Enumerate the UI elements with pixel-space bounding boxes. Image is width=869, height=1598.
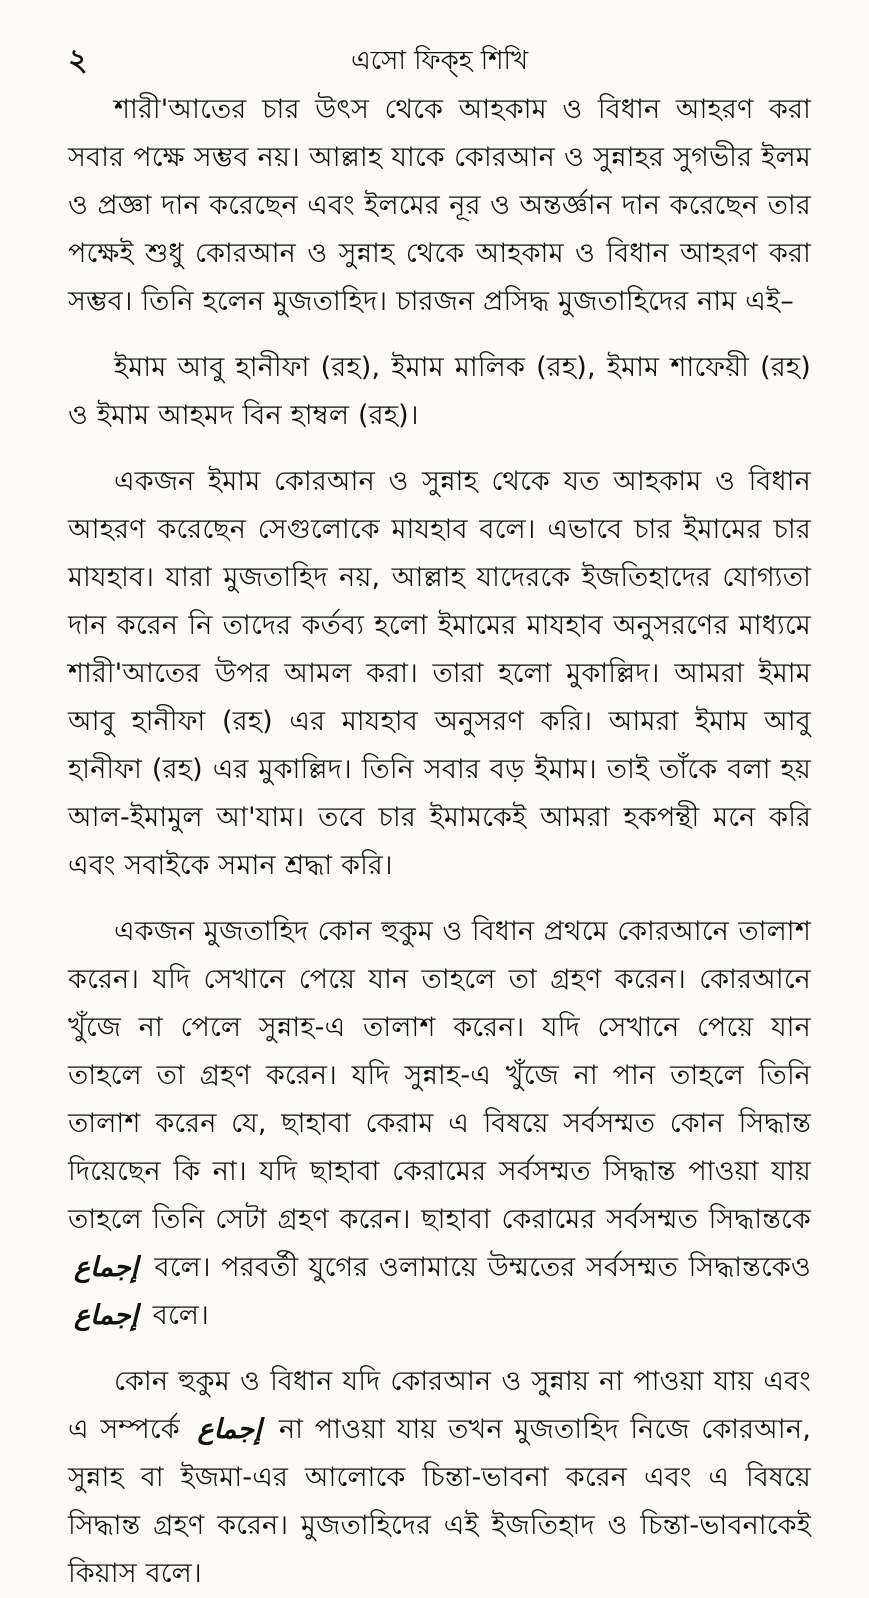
paragraph-4-text-a: একজন মুজতাহিদ কোন হুকুম ও বিধান প্রথমে কোরআনে তালাশ করেন। যদি সেখানে পেয়ে যান তাহলে তা গ্রহণ করেন। কোরআনে খুঁজে না পেলে সুন্নাহ-এ তালাশ করেন। যদি সেখানে পেয়ে যান তাহলে তা গ্রহণ করেন। যদি সুন্নাহ-এ খুঁজে না পান তাহলে তিনি তালাশ করেন যে, ছাহাবা কেরাম এ বিষয়ে সর্বসম্মত কোন সিদ্ধান্ত দিয়েছেন কি না। যদি ছাহাবা কেরামের সর্বসম্মত সিদ্ধান্ত পাওয়া যায় তাহলে তিনি সেটা গ্রহণ করেন। ছাহাবা কেরামের সর্বসম্মত সিদ্ধান্তকে	[68, 916, 811, 1235]
page-number: ২	[68, 43, 88, 78]
paragraph-3-madhhab: একজন ইমাম কোরআন ও সুন্নাহ থেকে যত আহকাম ও বিধান আহরণ করেছেন সেগুলোকে মাযহাব বলে। এভাবে চার ইমামের চার মাযহাব। যারা মুজতাহিদ নয়, আল্লাহ যাদেরকে ইজতিহাদের যোগ্যতা দান করেন নি তাদের কর্তব্য হলো ইমামের মাযহাব অনুসরণের মাধ্যমে শারী'আতের উপর আমল করা। তারা হলো মুকাল্লিদ। আমরা ইমাম আবু হানীফা (রহ) এর মাযহাব অনুসরণ করি। আমরা ইমাম আবু হানীফা (রহ) এর মুকাল্লিদ। তিনি সবার বড় ইমাম। তাই তাঁকে বলা হয় আল-ইমামুল আ'যাম। তবে চার ইমামকেই আমরা হকপন্থী মনে করি এবং সবাইকে সমান শ্রদ্ধা করি।	[68, 466, 811, 881]
arabic-ijma-term: إجماع	[74, 1252, 139, 1283]
paragraph-5-text-b: না পাওয়া যায় তখন মুজতাহিদ নিজে কোরআন, সুন্নাহ বা ইজমা-এর আলোকে চিন্তা-ভাবনা করেন এবং এ বিষয়ে সিদ্ধান্ত গ্রহণ করেন। মুজতাহিদের এই ইজতিহাদ ও চিন্তা-ভাবনাকেই কিয়াস বলে।	[68, 1414, 811, 1589]
paragraph-4-ijma	[68, 908, 811, 1340]
paragraph-5-qiyas	[68, 1358, 811, 1598]
arabic-ijma-term: إجماع	[74, 1300, 139, 1331]
page-title: এসো ফিক্হ শিখি	[350, 46, 529, 76]
paragraph-4-text-c: বলে।	[152, 1300, 209, 1331]
paragraph-2-imams: ইমাম আবু হানীফা (রহ), ইমাম মালিক (রহ), ইমাম শাফেয়ী (রহ) ও ইমাম আহমদ বিন হাম্বল (রহ)।	[68, 352, 811, 431]
paragraph-4-text-b: বলে। পরবর্তী যুগের ওলামায়ে উম্মতের সর্বসম্মত সিদ্ধান্তকেও	[154, 1252, 811, 1283]
page-header	[68, 36, 811, 86]
arabic-ijma-term: إجماع	[197, 1414, 262, 1445]
paragraph-5-text-a: কোন হুকুম ও বিধান যদি কোরআন ও সুন্নায় না পাওয়া যায় এবং এ সম্পর্কে	[68, 1366, 811, 1445]
paragraph-1: শারী'আতের চার উৎস থেকে আহকাম ও বিধান আহরণ করা সবার পক্ষে সম্ভব নয়। আল্লাহ যাকে কোরআন ও সুন্নাহর সুগভীর ইলম ও প্রজ্ঞা দান করেছেন এবং ইলমের নূর ও অন্তর্জ্ঞান দান করেছেন তার পক্ষেই শুধু কোরআন ও সুন্নাহ থেকে আহকাম ও বিধান আহরণ করা সম্ভব। তিনি হলেন মুজতাহিদ। চারজন প্রসিদ্ধ মুজতাহিদের নাম এই–	[68, 94, 811, 317]
